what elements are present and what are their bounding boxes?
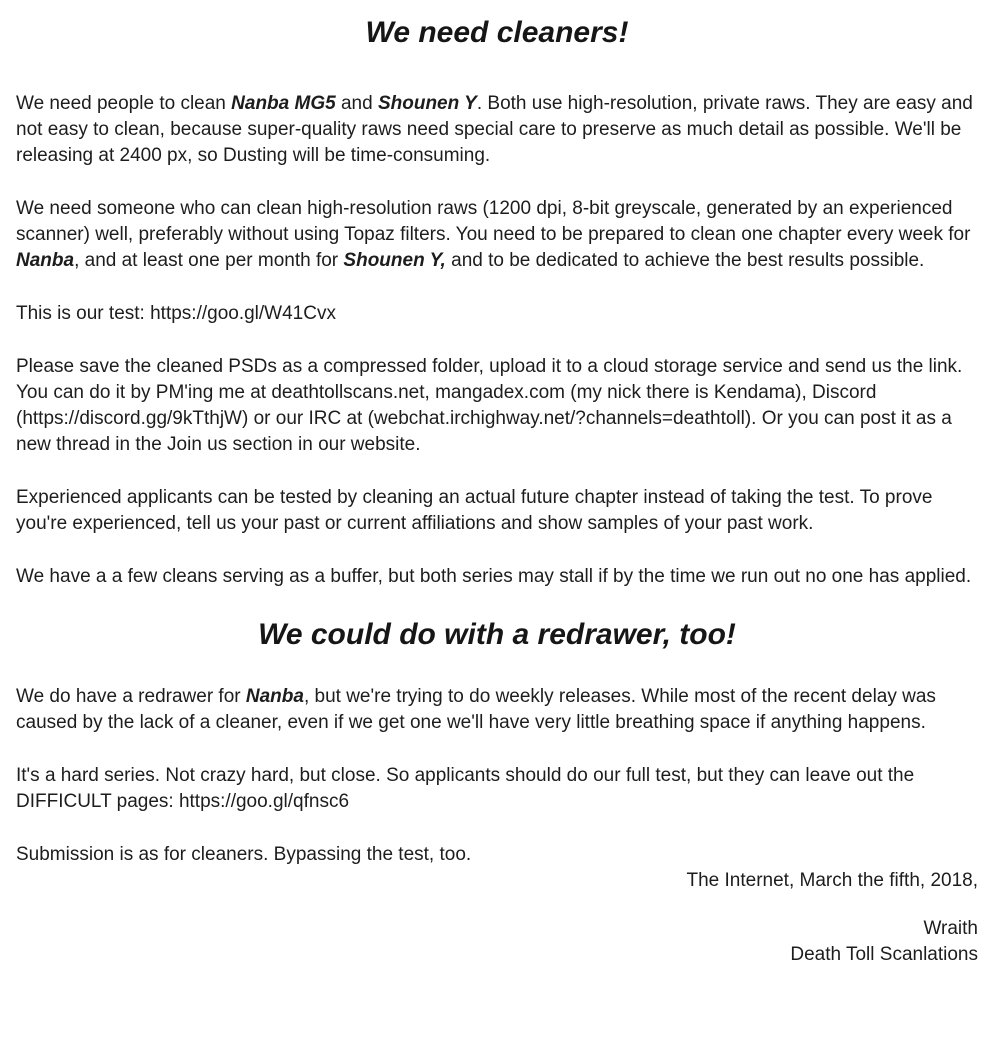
text-run: , and at least one per month for (74, 250, 344, 271)
paragraph (16, 763, 978, 815)
series-title-text: Nanba (16, 250, 75, 271)
section-heading-cleaners: We need cleaners! (365, 16, 629, 49)
cleaners-section (16, 14, 978, 590)
paragraph (16, 91, 978, 169)
text-run: It's a hard series. Not crazy hard, but close. So applicants should do our full test, but they can leave out the DIFFICULT pages: https://goo.gl/qfnsc6 (16, 765, 915, 812)
paragraph (16, 684, 978, 736)
series-title-text: Nanba MG5 (231, 93, 336, 114)
text-run: and to be dedicated to achieve the best results possible. (445, 250, 925, 271)
series-title-text: Nanba (245, 686, 304, 707)
text-run: This is our test: https://goo.gl/W41Cvx (16, 303, 336, 324)
text-run: Please save the cleaned PSDs as a compressed folder, upload it to a cloud storage service and send us the link. You can do it by PM'ing me at deathtollscans.net, mangadex.com (my nick there is Kendama), Discord (https://discord.gg/9kTthjW) or our IRC at (webchat.irchighway.net/?channels=deathtoll). Or you can post it as a new thread in the Join us section in our website. (16, 356, 963, 455)
text-run: and (335, 93, 378, 114)
signature-block (16, 916, 978, 968)
text-run: Experienced applicants can be tested by cleaning an actual future chapter instead of taking the test. To prove you're experienced, tell us your past or current affiliations and show samples of your past work. (16, 487, 933, 534)
redrawer-section (16, 616, 978, 868)
dateline: The Internet, March the fifth, 2018, (686, 870, 978, 891)
signature-group: Death Toll Scanlations (790, 944, 978, 965)
paragraph (16, 485, 978, 537)
text-run: We need people to clean (16, 93, 232, 114)
series-title-text: Shounen Y, (343, 250, 446, 271)
paragraph (16, 564, 978, 590)
cleaners-paragraphs (16, 91, 978, 590)
text-run: , but we're trying to do weekly releases. While most of the recent delay was caused by the lack of a cleaner, even if we get one we'll have very little breathing space if anything happens. (16, 686, 936, 733)
text-run: We do have a redrawer for (16, 686, 246, 707)
series-title-text: Shounen Y (377, 93, 477, 114)
text-run: We have a a few cleans serving as a buffer, but both series may stall if by the time we run out no one has applied. (16, 566, 972, 587)
text-run: . Both use high-resolution, private raws. They are easy and not easy to clean, because super-quality raws need special care to preserve as much detail as possible. We'll be releasing at 2400 px, so Dusting will be time-consuming. (16, 93, 973, 166)
paragraph (16, 354, 978, 458)
text-run: Submission is as for cleaners. Bypassing the test, too. (16, 844, 472, 865)
text-run: We need someone who can clean high-resolution raws (1200 dpi, 8-bit greyscale, generated by an experienced scanner) well, preferably without using Topaz filters. You need to be prepared to clean one chapter every week for (16, 198, 971, 245)
signature-name: Wraith (923, 918, 978, 939)
paragraph (16, 196, 978, 274)
paragraph (16, 301, 978, 327)
section-heading-redrawer: We could do with a redrawer, too! (258, 618, 736, 651)
paragraph (16, 842, 978, 868)
redrawer-paragraphs (16, 684, 978, 868)
